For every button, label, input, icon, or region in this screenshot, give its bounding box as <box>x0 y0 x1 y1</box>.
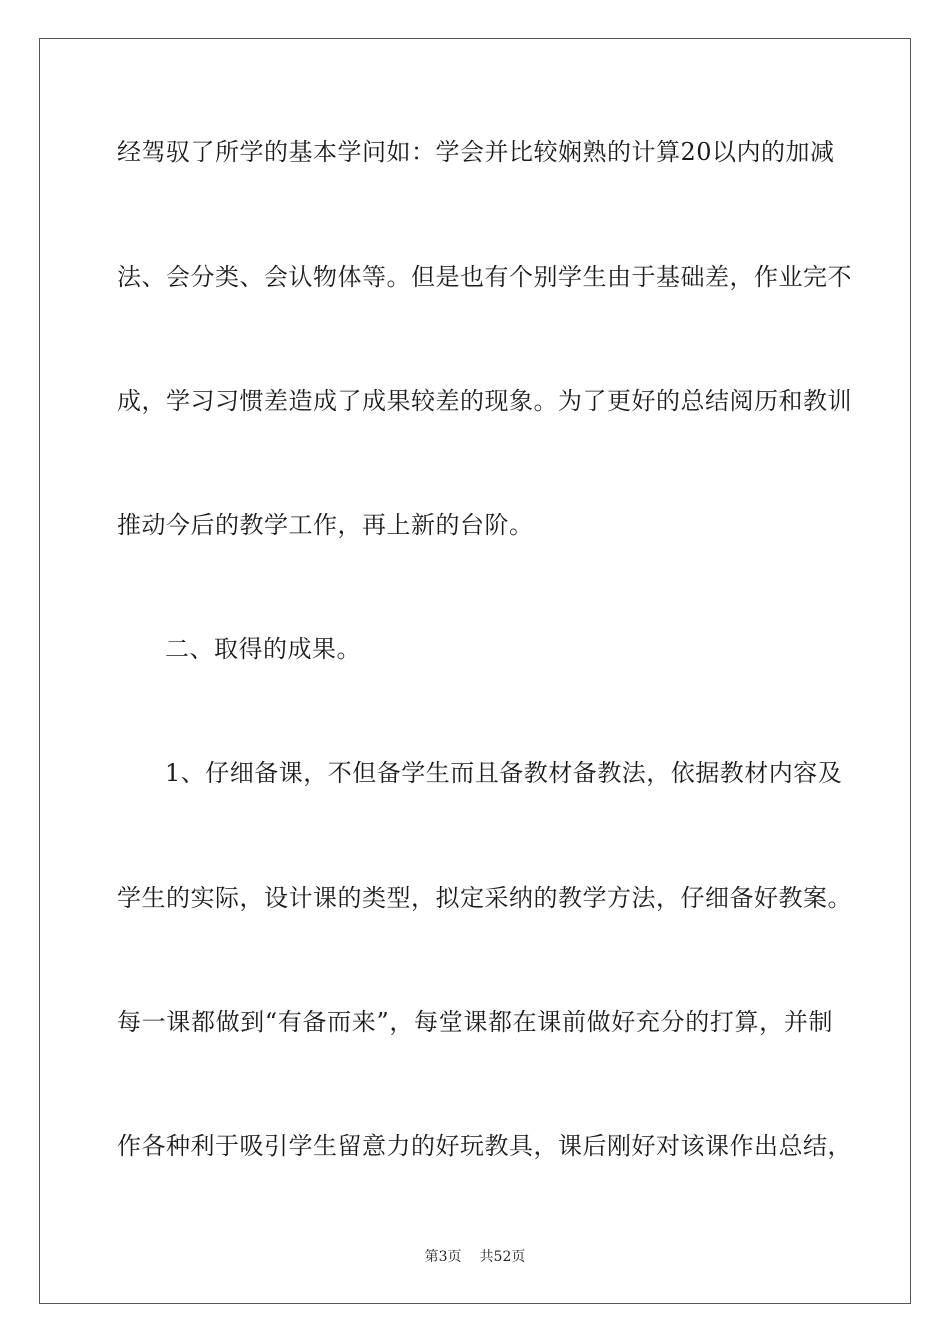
paragraph-line: 学生的实际，设计课的类型，拟定采纳的教学方法，仔细备好教案。 <box>117 884 852 912</box>
paragraph-line: 成，学习习惯差造成了成果较差的现象。为了更好的总结阅历和教训 <box>117 387 852 415</box>
paragraph-line: 1、仔细备课，不但备学生而且备教材备教法，依据教材内容及 <box>165 759 843 787</box>
paragraph-line: 法、会分类、会认物体等。但是也有个别学生由于基础差，作业完不 <box>117 263 852 291</box>
section-heading: 二、取得的成果。 <box>165 635 361 663</box>
paragraph-line: 推动今后的教学工作，再上新的台阶。 <box>117 511 534 539</box>
paragraph-line: 经驾驭了所学的基本学问如：学会并比较娴熟的计算20以内的加减 <box>117 138 835 166</box>
page-total: 共52页 <box>479 1249 526 1265</box>
paragraph-line: 作各种利于吸引学生留意力的好玩教具，课后刚好对该课作出总结， <box>117 1132 852 1160</box>
paragraph-line: 每一课都做到“有备而来”，每堂课都在课前做好充分的打算，并制 <box>117 1008 833 1036</box>
page-number: 第3页 <box>424 1249 462 1265</box>
page-frame <box>39 38 911 1304</box>
page-footer <box>0 1248 950 1266</box>
